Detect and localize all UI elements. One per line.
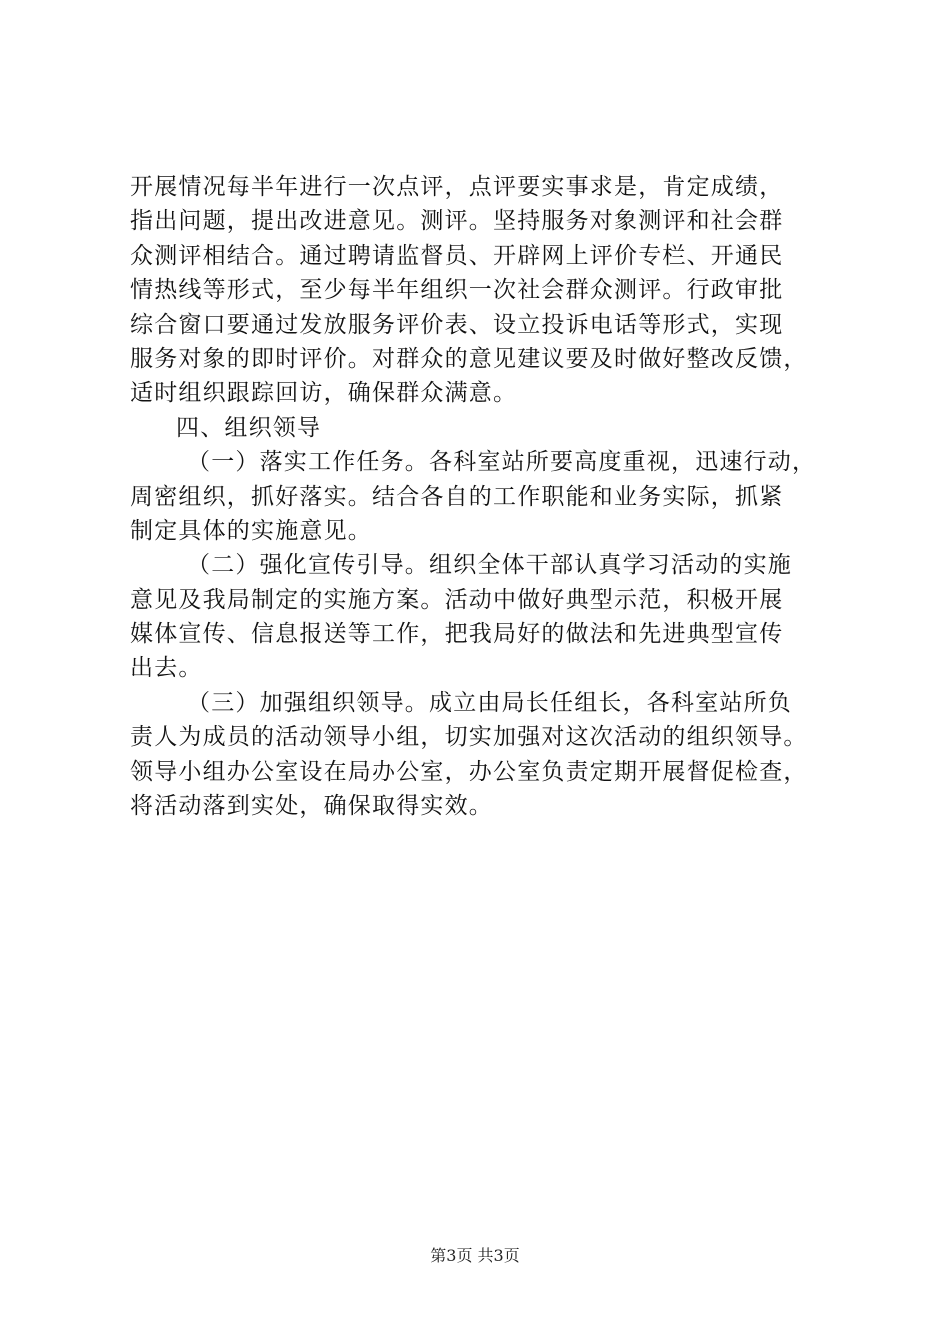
paragraph-item-1 <box>130 445 850 548</box>
text-line: 制定具体的实施意见。 <box>130 517 372 544</box>
text-line: （一）落实工作任务。各科室站所要高度重视，迅速行动， <box>187 449 817 476</box>
text-line: 适时组织跟踪回访，确保群众满意。 <box>130 380 518 407</box>
text-line: 将活动落到实处，确保取得实效。 <box>130 793 493 820</box>
text-line: 开展情况每半年进行一次点评，点评要实事求是，肯定成绩， <box>130 174 784 200</box>
text-line: 众测评相结合。通过聘请监督员、开辟网上评价专栏、开通民 <box>130 242 784 269</box>
paragraph-item-2 <box>130 548 850 686</box>
text-line: 服务对象的即时评价。对群众的意见建议要及时做好整改反馈， <box>130 345 808 372</box>
text-line: 媒体宣传、信息报送等工作，把我局好的做法和先进典型宣传 <box>130 621 784 648</box>
text-line: 指出问题，提出改进意见。测评。坚持服务对象测评和社会群 <box>130 208 784 235</box>
document-body <box>130 170 850 823</box>
text-line: 领导小组办公室设在局办公室，办公室负责定期开展督促检查， <box>130 758 808 785</box>
page-number-footer: 第3页 共3页 <box>430 1246 520 1265</box>
text-line: 出去。 <box>130 655 203 682</box>
section-heading: 四、组织领导 <box>176 414 322 441</box>
text-line: 意见及我局制定的实施方案。活动中做好典型示范，积极开展 <box>130 586 784 613</box>
text-line: （二）强化宣传引导。组织全体干部认真学习活动的实施 <box>187 552 792 579</box>
text-line: 综合窗口要通过发放服务评价表、设立投诉电话等形式，实现 <box>130 311 784 338</box>
paragraph-evaluation <box>130 170 850 411</box>
text-line: 责人为成员的活动领导小组，切实加强对这次活动的组织领导。 <box>130 724 808 751</box>
paragraph-item-3 <box>130 686 850 824</box>
text-line: （三）加强组织领导。成立由局长任组长，各科室站所负 <box>187 689 792 716</box>
text-line: 情热线等形式，至少每半年组织一次社会群众测评。行政审批 <box>130 277 784 304</box>
text-line: 周密组织，抓好落实。结合各自的工作职能和业务实际，抓紧 <box>130 483 784 510</box>
